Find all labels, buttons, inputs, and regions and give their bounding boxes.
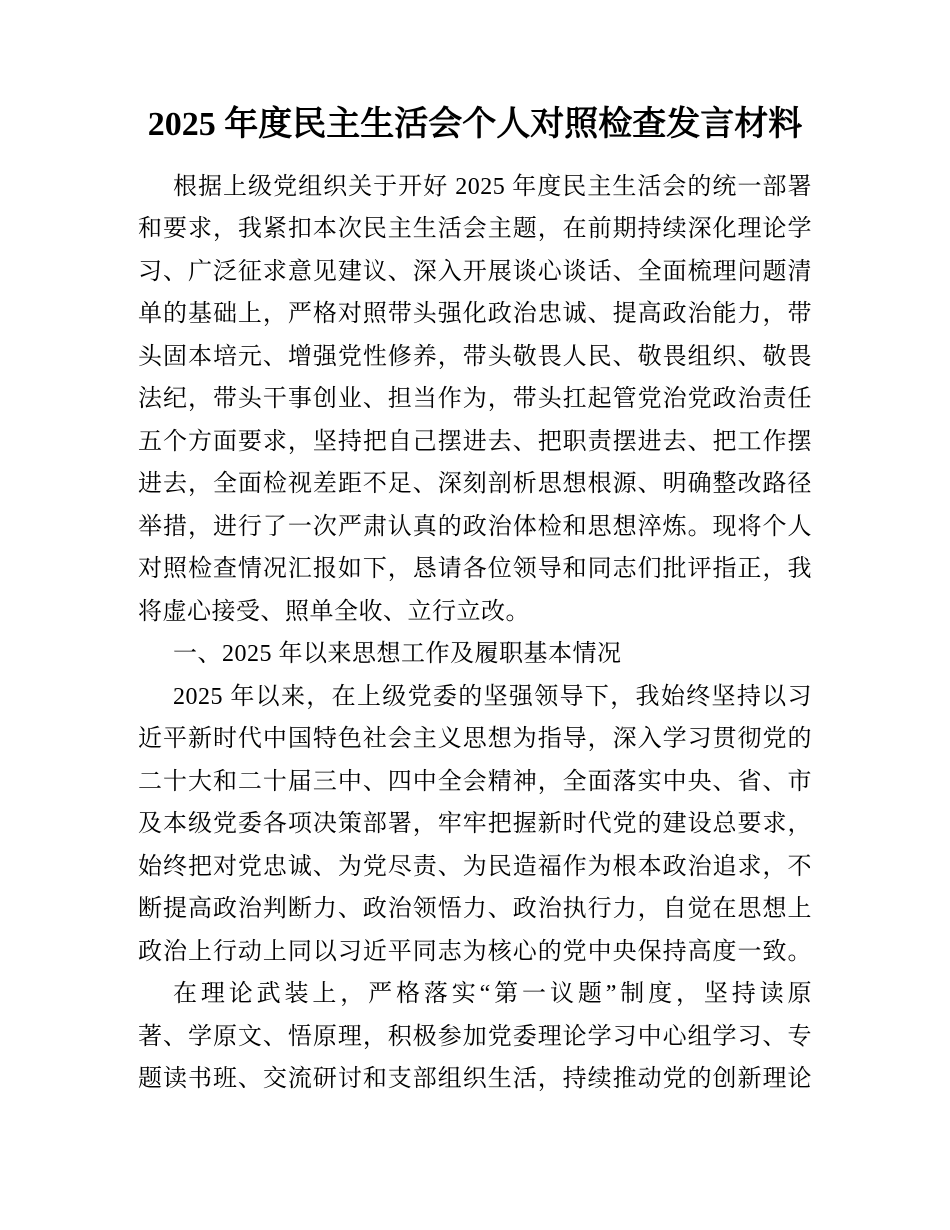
doc-line-20: 在理论武装上，严格落实“第一议题”制度，坚持读原 [173, 981, 812, 1007]
document-title: 2025 年度民主生活会个人对照检查发言材料 [147, 106, 803, 143]
doc-line-7: 五个方面要求，坚持把自己摆进去、把职责摆进去、把工作摆 [138, 429, 812, 455]
doc-line-4: 单的基础上，严格对照带头强化政治忠诚、提高政治能力，带 [138, 301, 812, 327]
doc-line-18: 断提高政治判断力、政治领悟力、政治执行力，自觉在思想上 [138, 896, 812, 922]
doc-line-13: 2025 年以来，在上级党委的坚强领导下，我始终坚持以习 [173, 684, 812, 710]
doc-line-17: 始终把对党忠诚、为党尽责、为民造福作为根本政治追求，不 [138, 854, 812, 880]
doc-line-22: 题读书班、交流研讨和支部组织生活，持续推动党的创新理论 [138, 1066, 812, 1092]
doc-line-8: 进去，全面检视差距不足、深刻剖析思想根源、明确整改路径 [138, 471, 812, 497]
doc-line-1: 根据上级党组织关于开好 2025 年度民主生活会的统一部署 [173, 174, 812, 200]
doc-line-10: 对照检查情况汇报如下，恳请各位领导和同志们批评指正，我 [138, 556, 812, 582]
doc-line-9: 举措，进行了一次严肃认真的政治体检和思想淬炼。现将个人 [138, 514, 812, 540]
doc-line-5: 头固本培元、增强党性修养，带头敬畏人民、敬畏组织、敬畏 [138, 344, 812, 370]
section-heading-1: 一、2025 年以来思想工作及履职基本情况 [173, 641, 622, 667]
doc-line-2: 和要求，我紧扣本次民主生活会主题，在前期持续深化理论学 [138, 216, 812, 242]
doc-line-11: 将虚心接受、照单全收、立行立改。 [138, 599, 530, 625]
doc-line-6: 法纪，带头干事创业、担当作为，带头扛起管党治党政治责任 [138, 386, 812, 412]
doc-line-14: 近平新时代中国特色社会主义思想为指导，深入学习贯彻党的 [138, 726, 812, 752]
doc-line-3: 习、广泛征求意见建议、深入开展谈心谈话、全面梳理问题清 [138, 259, 812, 285]
doc-line-15: 二十大和二十届三中、四中全会精神，全面落实中央、省、市 [138, 769, 812, 795]
doc-line-21: 著、学原文、悟原理，积极参加党委理论学习中心组学习、专 [138, 1024, 812, 1050]
doc-line-19: 政治上行动上同以习近平同志为核心的党中央保持高度一致。 [138, 939, 812, 965]
doc-line-16: 及本级党委各项决策部署，牢牢把握新时代党的建设总要求， [138, 811, 812, 837]
